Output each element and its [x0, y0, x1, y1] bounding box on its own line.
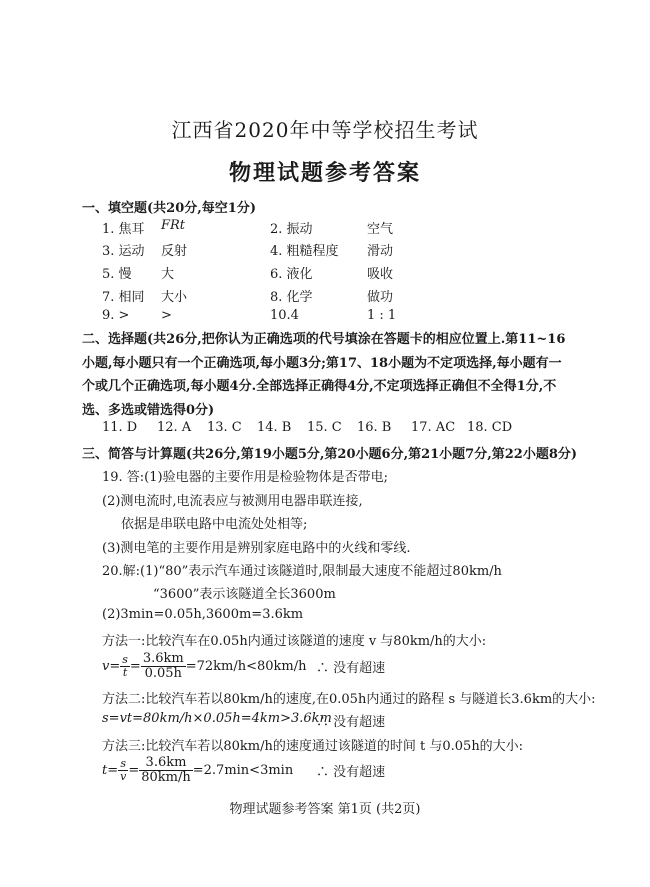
method3-f1-numerator: s — [118, 758, 128, 771]
answer-10-num: 10.4 — [270, 308, 299, 323]
choice-answer-13: 13. C — [207, 420, 242, 435]
answer-9-num: 9. > — [102, 308, 130, 323]
method3-fraction-2 — [139, 756, 193, 784]
method3-f1-denominator: v — [120, 769, 127, 783]
answer-5-value: 大 — [161, 267, 175, 282]
answer-10-value: 1 : 1 — [367, 308, 397, 323]
method1-result: =72km/h<80km/h — [185, 658, 307, 674]
q20-line-3: (2)3min=0.05h,3600m=3.6km — [102, 607, 304, 622]
method2-text: 方法二:比较汽车若以80km/h的速度,在0.05h内通过的路程 s 与隧道长3.6km的大小: — [102, 692, 596, 707]
answer-3-num: 3. 运动 — [102, 244, 145, 259]
method1-conclusion: ∴ 没有超速 — [316, 661, 386, 676]
choice-answer-11: 11. D — [102, 420, 138, 435]
q19-line-3: 依据是串联电路中电流处处相等; — [121, 517, 308, 532]
method3-fraction-1 — [118, 758, 128, 782]
method3-conclusion: ∴ 没有超速 — [316, 765, 386, 780]
answer-9-value: > — [161, 308, 172, 323]
answer-6-num: 6. 液化 — [270, 267, 313, 282]
exam-title: 江西省2020年中等学校招生考试 — [171, 118, 479, 142]
choice-answer-18: 18. CD — [467, 420, 513, 435]
section1-heading: 一、填空题(共20分,每空1分) — [82, 201, 256, 216]
method1-f2-numerator: 3.6km — [142, 650, 184, 666]
q19-line-2: (2)测电流时,电流表应与被测用电器串联连接, — [102, 494, 363, 509]
answer-6-value: 吸收 — [367, 267, 394, 282]
method3-lhs: t= — [102, 762, 119, 778]
method3-result: =2.7min<3min — [192, 762, 294, 778]
method1-f2-denominator: 0.05h — [144, 665, 182, 681]
method1-lhs: v= — [102, 658, 121, 674]
choice-answer-17: 17. AC — [411, 420, 456, 435]
answer-1-value: FRt — [161, 218, 186, 233]
choice-answer-12: 12. A — [157, 420, 192, 435]
answer-2-num: 2. 振动 — [270, 222, 313, 237]
page-title: 物理试题参考答案 — [228, 160, 421, 186]
method1-equals: = — [129, 658, 141, 674]
answer-2-value: 空气 — [367, 222, 394, 237]
method1-f1-denominator: t — [122, 665, 128, 679]
q20-line-2: “3600”表示该隧道全长3600m — [153, 587, 336, 602]
q20-line-1: 20.解:(1)“80”表示汽车通过该隧道时,限制最大速度不能超过80km/h — [102, 564, 502, 579]
q19-line-1: 19. 答:(1)验电器的主要作用是检验物体是否带电; — [102, 470, 388, 485]
q19-line-4: (3)测电笔的主要作用是辨别家庭电路中的火线和零线. — [102, 541, 411, 556]
method2-equation: s=vt=80km/h×0.05h=4km>3.6km — [102, 711, 332, 726]
method3-text: 方法三:比较汽车若以80km/h的速度通过该隧道的时间 t 与0.05h的大小: — [102, 739, 524, 754]
section3-heading: 三、简答与计算题(共26分,第19小题5分,第20小题6分,第21小题7分,第22小题8分) — [82, 447, 578, 462]
page-footer: 物理试题参考答案 第1页 (共2页) — [229, 802, 421, 817]
method1-text: 方法一:比较汽车在0.05h内通过该隧道的速度 v 与80km/h的大小: — [102, 634, 487, 649]
answer-7-value: 大小 — [161, 290, 188, 305]
answer-4-num: 4. 粗糙程度 — [270, 244, 339, 259]
answer-1-num: 1. 焦耳 — [102, 222, 145, 237]
method3-f2-denominator: 80km/h — [141, 769, 191, 785]
answer-5-num: 5. 慢 — [102, 267, 132, 282]
section2-heading: 二、选择题(共26分,把你认为正确选项的代号填涂在答题卡的相应位置上.第11~16小题,每小题只有一个正确选项,每小题3分;第17、18小题为不定项选择,每小题有一个或几个正确选项,每小题4分.全部选择正确得4分,不定项选择正确但不全得1分,不选、多选或错选得0分) — [82, 332, 566, 418]
method1-f1-numerator: s — [122, 652, 128, 666]
method2-conclusion: ∴ 没有超速 — [316, 715, 386, 730]
answer-3-value: 反射 — [161, 244, 188, 259]
method1-fraction-2 — [141, 652, 186, 680]
answer-7-num: 7. 相同 — [102, 290, 145, 305]
choice-answer-15: 15. C — [307, 420, 342, 435]
answer-8-num: 8. 化学 — [270, 290, 313, 305]
answer-4-value: 滑动 — [367, 244, 394, 259]
choice-answer-16: 16. B — [357, 420, 392, 435]
answer-8-value: 做功 — [367, 290, 394, 305]
choice-answer-14: 14. B — [257, 420, 292, 435]
method1-equation — [102, 648, 307, 684]
method3-f2-numerator: 3.6km — [139, 756, 193, 771]
method1-fraction-1 — [120, 654, 130, 678]
method3-equation — [102, 752, 293, 788]
method3-equals: = — [128, 762, 140, 778]
